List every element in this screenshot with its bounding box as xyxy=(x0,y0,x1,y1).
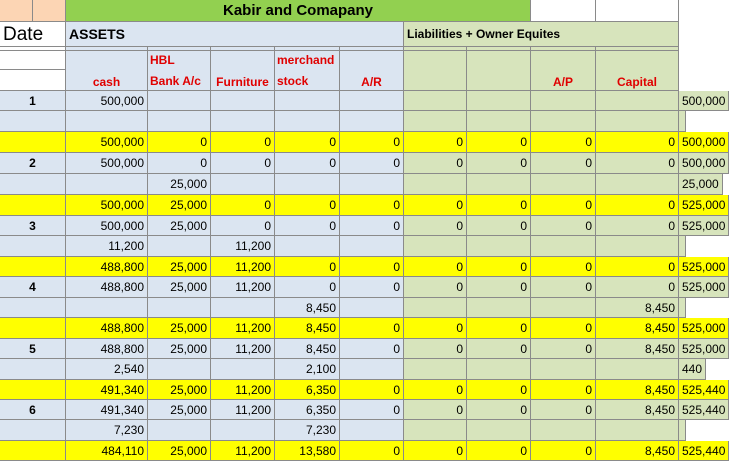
corner-cell-a[interactable] xyxy=(0,0,33,22)
furniture-cell[interactable]: 11,200 xyxy=(211,236,275,257)
col-header-merch-line1: merchand xyxy=(277,53,335,67)
capital-cell[interactable] xyxy=(679,236,686,257)
capital-cell[interactable]: 500,000 xyxy=(679,153,729,174)
total-liability-col-3-cell[interactable]: 0 xyxy=(531,195,596,216)
capital-cell[interactable] xyxy=(679,298,686,318)
cash-cell[interactable]: 500,000 xyxy=(66,153,148,174)
furniture-cell[interactable]: 0 xyxy=(211,216,275,236)
total-accounts-receivable-cell[interactable]: 0 xyxy=(340,132,404,153)
accounts-payable-cell[interactable]: 0 xyxy=(596,277,679,298)
capital-cell[interactable] xyxy=(679,111,686,132)
merchandise-stock-cell[interactable] xyxy=(275,111,340,132)
merchandise-stock-cell[interactable] xyxy=(275,91,340,111)
hbl-bank-cell[interactable] xyxy=(148,359,211,380)
total-liability-col-2-cell[interactable]: 0 xyxy=(467,318,531,339)
hbl-bank-cell[interactable] xyxy=(148,111,211,132)
furniture-cell[interactable]: 0 xyxy=(211,153,275,174)
hbl-bank-cell[interactable]: 25,000 xyxy=(148,174,211,195)
cash-cell[interactable]: 2,540 xyxy=(66,359,148,380)
col-header-capital[interactable]: Capital xyxy=(596,51,679,91)
sheet-title[interactable]: Kabir and Comapany xyxy=(66,0,531,22)
total-accounts-payable-cell[interactable]: 8,450 xyxy=(596,441,679,461)
accounts-receivable-cell[interactable]: 0 xyxy=(340,277,404,298)
liability-col-3-cell[interactable]: 0 xyxy=(531,153,596,174)
merchandise-stock-cell[interactable]: 0 xyxy=(275,277,340,298)
liability-col-2-cell[interactable]: 0 xyxy=(467,400,531,420)
col-header-ar[interactable]: A/R xyxy=(340,51,404,91)
merchandise-stock-cell[interactable]: 2,100 xyxy=(275,359,340,380)
total-liability-col-1-cell[interactable]: 0 xyxy=(404,318,467,339)
furniture-cell[interactable]: 11,200 xyxy=(211,400,275,420)
total-furniture-cell[interactable]: 0 xyxy=(211,195,275,216)
liability-col-1-cell[interactable] xyxy=(404,174,467,195)
furniture-cell[interactable] xyxy=(211,174,275,195)
date-cell[interactable] xyxy=(0,236,66,257)
merchandise-stock-cell[interactable]: 8,450 xyxy=(275,298,340,318)
total-hbl-bank-cell[interactable]: 25,000 xyxy=(148,318,211,339)
liability-col-1-cell[interactable] xyxy=(404,91,467,111)
accounts-payable-cell[interactable] xyxy=(596,174,679,195)
liability-col-2-cell[interactable] xyxy=(467,236,531,257)
liability-col-3-cell[interactable] xyxy=(531,420,596,441)
total-accounts-receivable-cell[interactable]: 0 xyxy=(340,318,404,339)
total-accounts-payable-cell[interactable]: 0 xyxy=(596,257,679,277)
accounts-payable-cell[interactable]: 0 xyxy=(596,216,679,236)
total-liability-col-3-cell[interactable]: 0 xyxy=(531,257,596,277)
cash-cell[interactable]: 491,340 xyxy=(66,400,148,420)
liability-col-1-cell[interactable]: 0 xyxy=(404,339,467,359)
accounts-receivable-cell[interactable] xyxy=(340,91,404,111)
furniture-cell[interactable]: 11,200 xyxy=(211,277,275,298)
accounts-payable-cell[interactable] xyxy=(596,359,679,380)
liability-col-2-cell[interactable] xyxy=(467,420,531,441)
total-accounts-payable-cell[interactable]: 0 xyxy=(596,195,679,216)
hbl-bank-cell[interactable] xyxy=(148,420,211,441)
date-cell[interactable]: 3 xyxy=(0,216,66,236)
liability-col-2-cell[interactable] xyxy=(467,298,531,318)
total-date-cell[interactable] xyxy=(0,195,66,216)
total-hbl-bank-cell[interactable]: 0 xyxy=(148,132,211,153)
total-liability-col-2-cell[interactable]: 0 xyxy=(467,195,531,216)
cash-cell[interactable] xyxy=(66,298,148,318)
cash-cell[interactable]: 488,800 xyxy=(66,277,148,298)
date-cell[interactable]: 4 xyxy=(0,277,66,298)
hbl-bank-cell[interactable]: 25,000 xyxy=(148,216,211,236)
total-furniture-cell[interactable]: 0 xyxy=(211,132,275,153)
total-liability-col-2-cell[interactable]: 0 xyxy=(467,257,531,277)
liability-col-1-cell[interactable] xyxy=(404,111,467,132)
liability-col-1-cell[interactable] xyxy=(404,298,467,318)
merchandise-stock-cell[interactable]: 6,350 xyxy=(275,400,340,420)
total-accounts-receivable-cell[interactable]: 0 xyxy=(340,257,404,277)
liability-col-2-cell[interactable] xyxy=(467,174,531,195)
date-header-bottom[interactable] xyxy=(0,70,66,91)
total-liability-col-2-cell[interactable]: 0 xyxy=(467,441,531,461)
total-capital-cell[interactable]: 525,440 xyxy=(679,441,729,461)
date-label[interactable]: Date xyxy=(0,22,66,47)
hbl-bank-cell[interactable]: 25,000 xyxy=(148,400,211,420)
date-cell[interactable] xyxy=(0,420,66,441)
accounts-receivable-cell[interactable] xyxy=(340,359,404,380)
furniture-cell[interactable] xyxy=(211,91,275,111)
liability-col-2-cell[interactable]: 0 xyxy=(467,216,531,236)
total-merchandise-stock-cell[interactable]: 13,580 xyxy=(275,441,340,461)
total-liability-col-1-cell[interactable]: 0 xyxy=(404,257,467,277)
col-header-merch-line2: stock xyxy=(277,74,309,88)
date-cell[interactable] xyxy=(0,111,66,132)
total-liability-col-2-cell[interactable]: 0 xyxy=(467,380,531,400)
total-hbl-bank-cell[interactable]: 25,000 xyxy=(148,195,211,216)
capital-cell[interactable]: 500,000 xyxy=(679,91,729,111)
total-accounts-payable-cell[interactable]: 8,450 xyxy=(596,380,679,400)
total-hbl-bank-cell[interactable]: 25,000 xyxy=(148,380,211,400)
total-cash-cell[interactable]: 500,000 xyxy=(66,195,148,216)
total-accounts-payable-cell[interactable]: 0 xyxy=(596,132,679,153)
capital-cell[interactable]: 440 xyxy=(679,359,706,380)
liability-col-3-cell[interactable] xyxy=(531,298,596,318)
col-header-liab-2[interactable] xyxy=(467,51,531,91)
total-cash-cell[interactable]: 484,110 xyxy=(66,441,148,461)
accounts-payable-cell[interactable]: 8,450 xyxy=(596,339,679,359)
date-cell[interactable]: 6 xyxy=(0,400,66,420)
capital-cell[interactable]: 25,000 xyxy=(679,174,723,195)
liability-col-1-cell[interactable] xyxy=(404,420,467,441)
total-furniture-cell[interactable]: 11,200 xyxy=(211,380,275,400)
furniture-cell[interactable]: 11,200 xyxy=(211,339,275,359)
total-liability-col-3-cell[interactable]: 0 xyxy=(531,380,596,400)
total-date-cell[interactable] xyxy=(0,318,66,339)
total-date-cell[interactable] xyxy=(0,257,66,277)
total-liability-col-1-cell[interactable]: 0 xyxy=(404,132,467,153)
total-merchandise-stock-cell[interactable]: 0 xyxy=(275,195,340,216)
col-header-hbl-line1: HBL xyxy=(150,53,175,67)
liability-col-1-cell[interactable]: 0 xyxy=(404,216,467,236)
liability-col-2-cell[interactable]: 0 xyxy=(467,153,531,174)
furniture-cell[interactable] xyxy=(211,298,275,318)
merchandise-stock-cell[interactable]: 0 xyxy=(275,153,340,174)
total-cash-cell[interactable]: 491,340 xyxy=(66,380,148,400)
capital-cell[interactable] xyxy=(679,420,686,441)
merchandise-stock-cell[interactable]: 0 xyxy=(275,216,340,236)
liability-col-1-cell[interactable] xyxy=(404,236,467,257)
merchandise-stock-cell[interactable]: 8,450 xyxy=(275,339,340,359)
total-hbl-bank-cell[interactable]: 25,000 xyxy=(148,441,211,461)
liability-col-2-cell[interactable] xyxy=(467,91,531,111)
liability-col-3-cell[interactable]: 0 xyxy=(531,400,596,420)
furniture-cell[interactable] xyxy=(211,359,275,380)
furniture-cell[interactable] xyxy=(211,420,275,441)
liability-col-2-cell[interactable] xyxy=(467,111,531,132)
cash-cell[interactable] xyxy=(66,174,148,195)
total-furniture-cell[interactable]: 11,200 xyxy=(211,257,275,277)
total-liability-col-3-cell[interactable]: 0 xyxy=(531,132,596,153)
capital-cell[interactable]: 525,440 xyxy=(679,400,729,420)
total-liability-col-1-cell[interactable]: 0 xyxy=(404,380,467,400)
hbl-bank-cell[interactable]: 25,000 xyxy=(148,339,211,359)
liabilities-label[interactable]: Liabilities + Owner Equites xyxy=(404,22,679,47)
total-cash-cell[interactable]: 500,000 xyxy=(66,132,148,153)
total-liability-col-3-cell[interactable]: 0 xyxy=(531,318,596,339)
empty-cell-title-2[interactable] xyxy=(596,0,679,22)
liability-col-2-cell[interactable]: 0 xyxy=(467,277,531,298)
liability-col-3-cell[interactable]: 0 xyxy=(531,277,596,298)
liability-col-3-cell[interactable]: 0 xyxy=(531,216,596,236)
liability-col-1-cell[interactable] xyxy=(404,359,467,380)
liability-col-1-cell[interactable]: 0 xyxy=(404,153,467,174)
total-liability-col-1-cell[interactable]: 0 xyxy=(404,441,467,461)
hbl-bank-cell[interactable]: 25,000 xyxy=(148,277,211,298)
col-header-hbl[interactable] xyxy=(148,51,211,91)
total-capital-cell[interactable]: 500,000 xyxy=(679,132,729,153)
total-accounts-receivable-cell[interactable]: 0 xyxy=(340,441,404,461)
total-hbl-bank-cell[interactable]: 25,000 xyxy=(148,257,211,277)
total-accounts-receivable-cell[interactable]: 0 xyxy=(340,195,404,216)
accounts-receivable-cell[interactable] xyxy=(340,174,404,195)
accounts-payable-cell[interactable] xyxy=(596,236,679,257)
accounts-receivable-cell[interactable]: 0 xyxy=(340,153,404,174)
total-accounts-payable-cell[interactable]: 8,450 xyxy=(596,318,679,339)
liability-col-3-cell[interactable] xyxy=(531,91,596,111)
col-header-furniture[interactable]: Furniture xyxy=(211,51,275,91)
liability-col-1-cell[interactable]: 0 xyxy=(404,277,467,298)
accounts-receivable-cell[interactable]: 0 xyxy=(340,339,404,359)
capital-cell[interactable]: 525,000 xyxy=(679,277,729,298)
accounts-receivable-cell[interactable] xyxy=(340,236,404,257)
total-cash-cell[interactable]: 488,800 xyxy=(66,257,148,277)
empty-cell-title-1[interactable] xyxy=(531,0,596,22)
total-date-cell[interactable] xyxy=(0,441,66,461)
total-liability-col-2-cell[interactable]: 0 xyxy=(467,132,531,153)
total-date-cell[interactable] xyxy=(0,380,66,400)
accounts-receivable-cell[interactable]: 0 xyxy=(340,216,404,236)
cash-cell[interactable]: 500,000 xyxy=(66,216,148,236)
liability-col-3-cell[interactable]: 0 xyxy=(531,339,596,359)
liability-col-3-cell[interactable] xyxy=(531,359,596,380)
total-date-cell[interactable] xyxy=(0,132,66,153)
furniture-cell[interactable] xyxy=(211,111,275,132)
capital-cell[interactable]: 525,000 xyxy=(679,339,729,359)
total-capital-cell[interactable]: 525,440 xyxy=(679,380,729,400)
cash-cell[interactable]: 11,200 xyxy=(66,236,148,257)
hbl-bank-cell[interactable]: 0 xyxy=(148,153,211,174)
accounts-receivable-cell[interactable]: 0 xyxy=(340,400,404,420)
accounts-payable-cell[interactable]: 8,450 xyxy=(596,298,679,318)
col-header-liab-1[interactable] xyxy=(404,51,467,91)
total-merchandise-stock-cell[interactable]: 6,350 xyxy=(275,380,340,400)
date-cell[interactable]: 5 xyxy=(0,339,66,359)
hbl-bank-cell[interactable] xyxy=(148,91,211,111)
liability-col-3-cell[interactable] xyxy=(531,174,596,195)
accounts-payable-cell[interactable] xyxy=(596,91,679,111)
cash-cell[interactable]: 7,230 xyxy=(66,420,148,441)
col-header-merchandise[interactable] xyxy=(275,51,340,91)
total-merchandise-stock-cell[interactable]: 0 xyxy=(275,132,340,153)
total-liability-col-1-cell[interactable]: 0 xyxy=(404,195,467,216)
hbl-bank-cell[interactable] xyxy=(148,236,211,257)
merchandise-stock-cell[interactable] xyxy=(275,236,340,257)
total-cash-cell[interactable]: 488,800 xyxy=(66,318,148,339)
liability-col-3-cell[interactable] xyxy=(531,236,596,257)
date-header-top[interactable] xyxy=(0,51,66,70)
accounts-receivable-cell[interactable] xyxy=(340,111,404,132)
accounts-receivable-cell[interactable] xyxy=(340,298,404,318)
accounts-payable-cell[interactable]: 0 xyxy=(596,153,679,174)
date-cell[interactable]: 2 xyxy=(0,153,66,174)
total-capital-cell[interactable]: 525,000 xyxy=(679,318,729,339)
accounts-payable-cell[interactable] xyxy=(596,111,679,132)
col-header-ap[interactable]: A/P xyxy=(531,51,596,91)
date-cell[interactable] xyxy=(0,298,66,318)
col-header-cash[interactable]: cash xyxy=(66,51,148,91)
total-furniture-cell[interactable]: 11,200 xyxy=(211,441,275,461)
liability-col-3-cell[interactable] xyxy=(531,111,596,132)
total-capital-cell[interactable]: 525,000 xyxy=(679,257,729,277)
liability-col-2-cell[interactable] xyxy=(467,359,531,380)
total-liability-col-3-cell[interactable]: 0 xyxy=(531,441,596,461)
merchandise-stock-cell[interactable]: 7,230 xyxy=(275,420,340,441)
cash-cell[interactable]: 500,000 xyxy=(66,91,148,111)
accounts-payable-cell[interactable]: 8,450 xyxy=(596,400,679,420)
col-header-hbl-line2: Bank A/c xyxy=(150,74,201,88)
accounts-receivable-cell[interactable] xyxy=(340,420,404,441)
corner-cell-b[interactable] xyxy=(33,0,66,22)
liability-col-2-cell[interactable]: 0 xyxy=(467,339,531,359)
hbl-bank-cell[interactable] xyxy=(148,298,211,318)
cash-cell[interactable]: 488,800 xyxy=(66,339,148,359)
accounts-payable-cell[interactable] xyxy=(596,420,679,441)
total-merchandise-stock-cell[interactable]: 8,450 xyxy=(275,318,340,339)
date-cell[interactable]: 1 xyxy=(0,91,66,111)
total-accounts-receivable-cell[interactable]: 0 xyxy=(340,380,404,400)
liability-col-1-cell[interactable]: 0 xyxy=(404,400,467,420)
assets-label[interactable]: ASSETS xyxy=(66,22,404,47)
date-cell[interactable] xyxy=(0,174,66,195)
total-capital-cell[interactable]: 525,000 xyxy=(679,195,729,216)
merchandise-stock-cell[interactable] xyxy=(275,174,340,195)
total-merchandise-stock-cell[interactable]: 0 xyxy=(275,257,340,277)
capital-cell[interactable]: 525,000 xyxy=(679,216,729,236)
cash-cell[interactable] xyxy=(66,111,148,132)
total-furniture-cell[interactable]: 11,200 xyxy=(211,318,275,339)
date-cell[interactable] xyxy=(0,359,66,380)
